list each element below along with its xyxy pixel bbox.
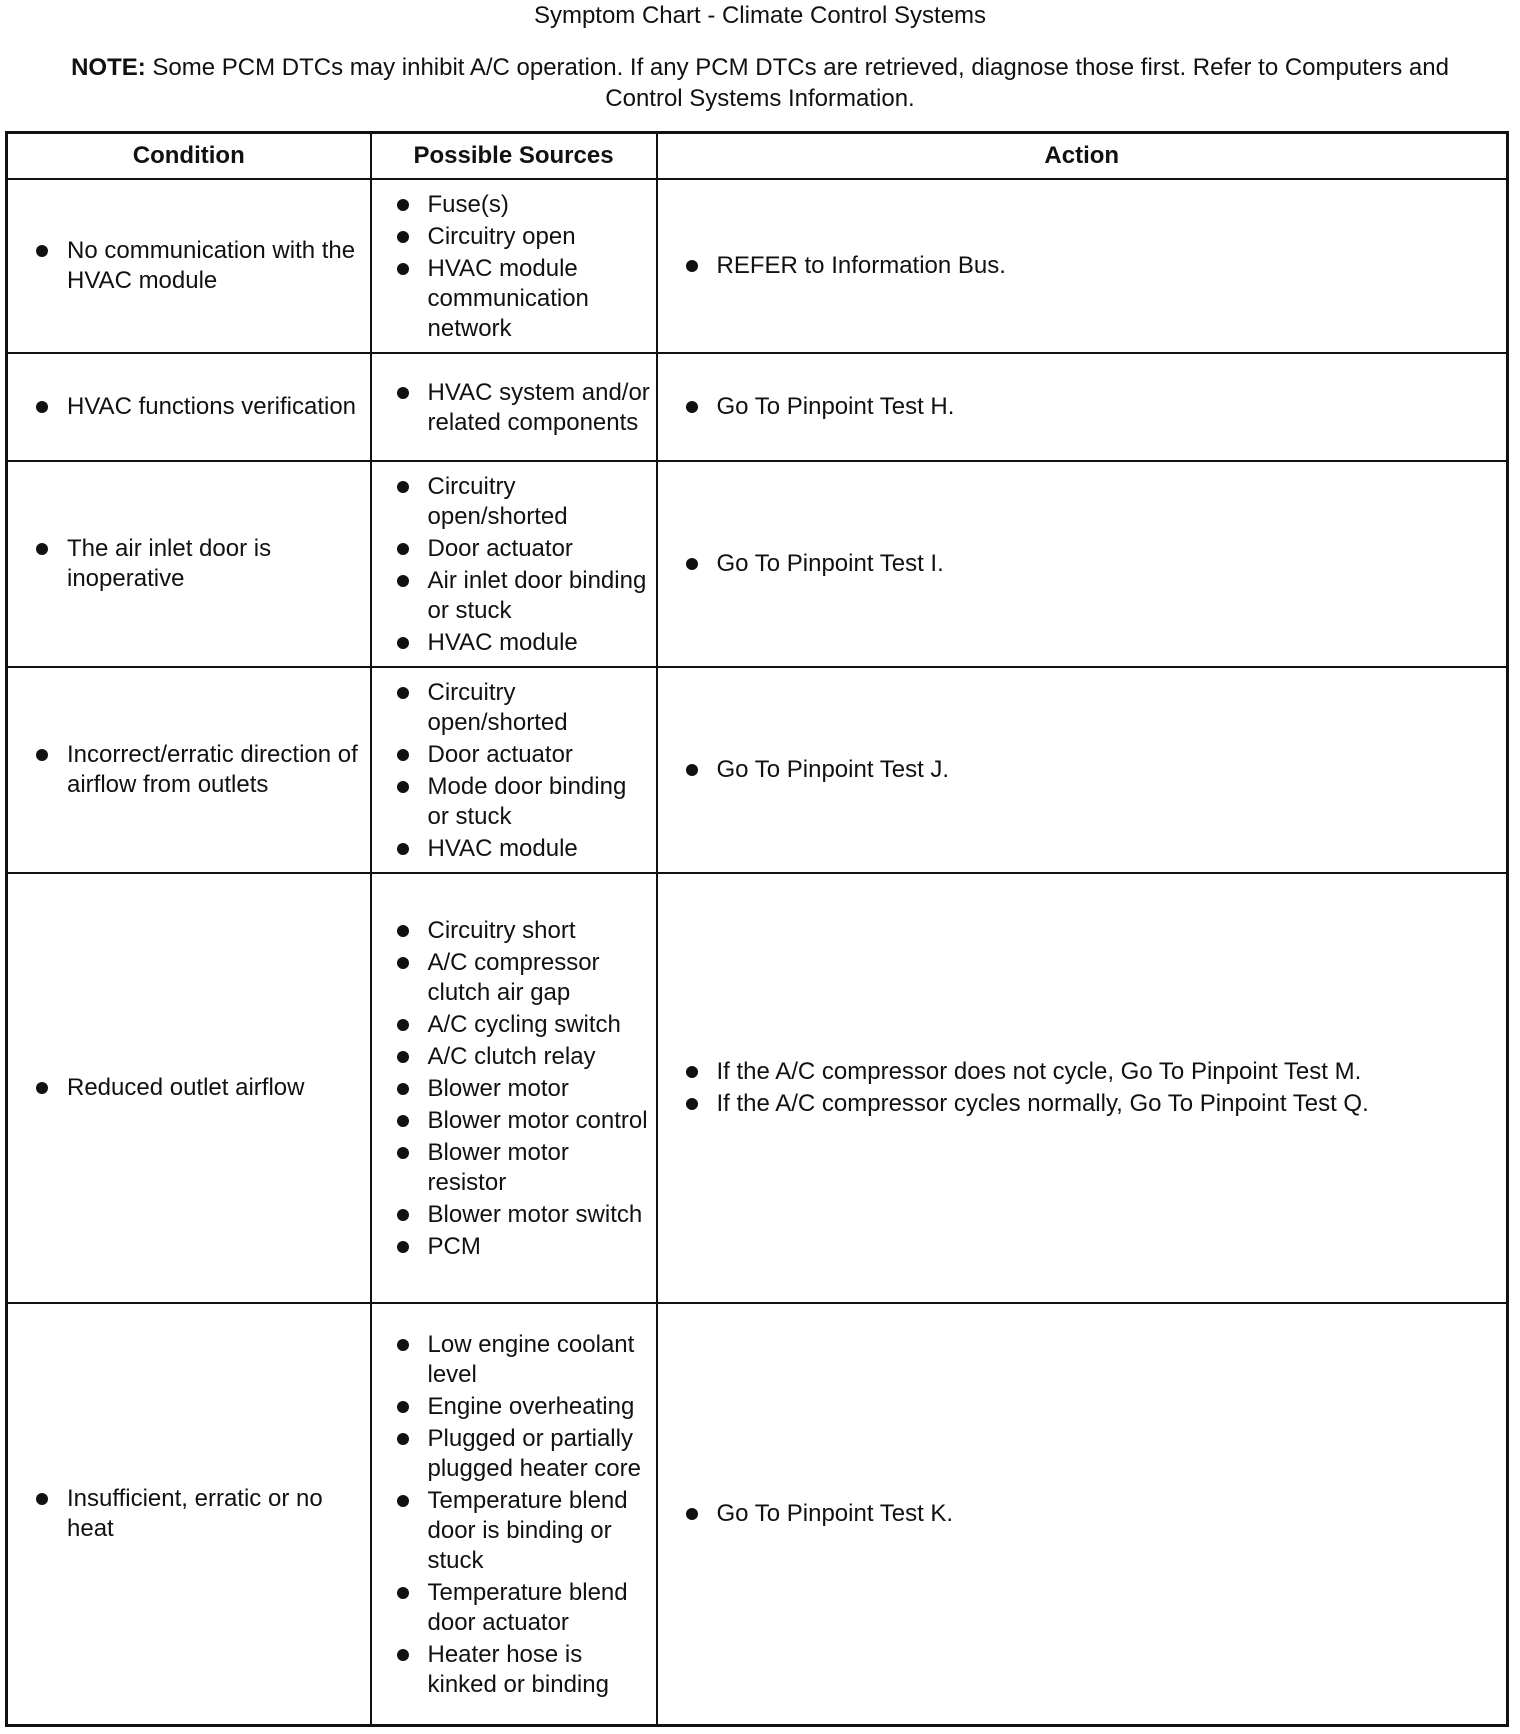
sources-cell bbox=[371, 1303, 657, 1725]
note-label: NOTE: bbox=[71, 54, 146, 81]
table-row bbox=[7, 1303, 1508, 1725]
table-row bbox=[7, 873, 1508, 1303]
source-item: Circuitry open bbox=[372, 222, 656, 252]
source-item: HVAC system and/or related components bbox=[372, 378, 656, 438]
source-item: Low engine coolant level bbox=[372, 1330, 656, 1390]
symptom-table bbox=[5, 131, 1509, 1727]
source-item: Circuitry open/shorted bbox=[372, 678, 656, 738]
action-item: Go To Pinpoint Test J. bbox=[659, 755, 1506, 785]
source-item: Circuitry short bbox=[372, 916, 656, 946]
source-item: Blower motor resistor bbox=[372, 1138, 656, 1198]
source-item: Engine overheating bbox=[372, 1392, 656, 1422]
condition-cell bbox=[7, 353, 371, 461]
action-cell bbox=[657, 667, 1508, 873]
action-cell bbox=[657, 1303, 1508, 1725]
action-cell bbox=[657, 179, 1508, 353]
source-item: Temperature blend door actuator bbox=[372, 1578, 656, 1638]
condition-item: The air inlet door is inoperative bbox=[9, 534, 369, 594]
condition-cell bbox=[7, 873, 371, 1303]
source-item: Air inlet door binding or stuck bbox=[372, 566, 656, 626]
condition-item: Insufficient, erratic or no heat bbox=[9, 1484, 369, 1544]
source-item: PCM bbox=[372, 1232, 656, 1262]
condition-item: Reduced outlet airflow bbox=[9, 1073, 369, 1103]
sources-cell bbox=[371, 353, 657, 461]
page-title: Symptom Chart - Climate Control Systems bbox=[533, 2, 987, 29]
condition-cell bbox=[7, 1303, 371, 1725]
header-condition: Condition bbox=[7, 133, 371, 180]
table-row bbox=[7, 461, 1508, 667]
source-item: Blower motor control bbox=[372, 1106, 656, 1136]
source-item: Blower motor switch bbox=[372, 1200, 656, 1230]
action-item: If the A/C compressor cycles normally, Go To Pinpoint Test Q. bbox=[659, 1089, 1506, 1119]
sources-cell bbox=[371, 873, 657, 1303]
source-item: Door actuator bbox=[372, 740, 656, 770]
condition-cell bbox=[7, 179, 371, 353]
source-item: Mode door binding or stuck bbox=[372, 772, 656, 832]
condition-cell bbox=[7, 461, 371, 667]
condition-cell bbox=[7, 667, 371, 873]
action-item: Go To Pinpoint Test I. bbox=[659, 549, 1506, 579]
source-item: A/C compressor clutch air gap bbox=[372, 948, 656, 1008]
note bbox=[60, 52, 1460, 114]
action-item: If the A/C compressor does not cycle, Go To Pinpoint Test M. bbox=[659, 1057, 1506, 1087]
source-item: HVAC module bbox=[372, 834, 656, 864]
action-cell bbox=[657, 873, 1508, 1303]
table-header-row bbox=[7, 133, 1508, 180]
source-item: Fuse(s) bbox=[372, 190, 656, 220]
sources-cell bbox=[371, 461, 657, 667]
source-item: Plugged or partially plugged heater core bbox=[372, 1424, 656, 1484]
source-item: Heater hose is kinked or binding bbox=[372, 1640, 656, 1700]
sources-cell bbox=[371, 667, 657, 873]
action-item: Go To Pinpoint Test K. bbox=[659, 1499, 1506, 1529]
action-cell bbox=[657, 353, 1508, 461]
source-item: A/C cycling switch bbox=[372, 1010, 656, 1040]
source-item: Blower motor bbox=[372, 1074, 656, 1104]
action-item: Go To Pinpoint Test H. bbox=[659, 392, 1506, 422]
source-item: Temperature blend door is binding or stuck bbox=[372, 1486, 656, 1576]
source-item: HVAC module bbox=[372, 628, 656, 658]
source-item: Circuitry open/shorted bbox=[372, 472, 656, 532]
action-item: REFER to Information Bus. bbox=[659, 251, 1506, 281]
action-cell bbox=[657, 461, 1508, 667]
header-possible-sources: Possible Sources bbox=[371, 133, 657, 180]
source-item: Door actuator bbox=[372, 534, 656, 564]
note-text: Some PCM DTCs may inhibit A/C operation. If any PCM DTCs are retrieved, diagnose those first. Refer to Computers and Control Systems Information. bbox=[145, 54, 1449, 112]
table-row bbox=[7, 667, 1508, 873]
header-action: Action bbox=[657, 133, 1508, 180]
condition-item: HVAC functions verification bbox=[9, 392, 369, 422]
condition-item: No communication with the HVAC module bbox=[9, 236, 369, 296]
source-item: A/C clutch relay bbox=[372, 1042, 656, 1072]
source-item: HVAC module communication network bbox=[372, 254, 656, 344]
condition-item: Incorrect/erratic direction of airflow from outlets bbox=[9, 740, 369, 800]
table-row bbox=[7, 179, 1508, 353]
table-row bbox=[7, 353, 1508, 461]
sources-cell bbox=[371, 179, 657, 353]
